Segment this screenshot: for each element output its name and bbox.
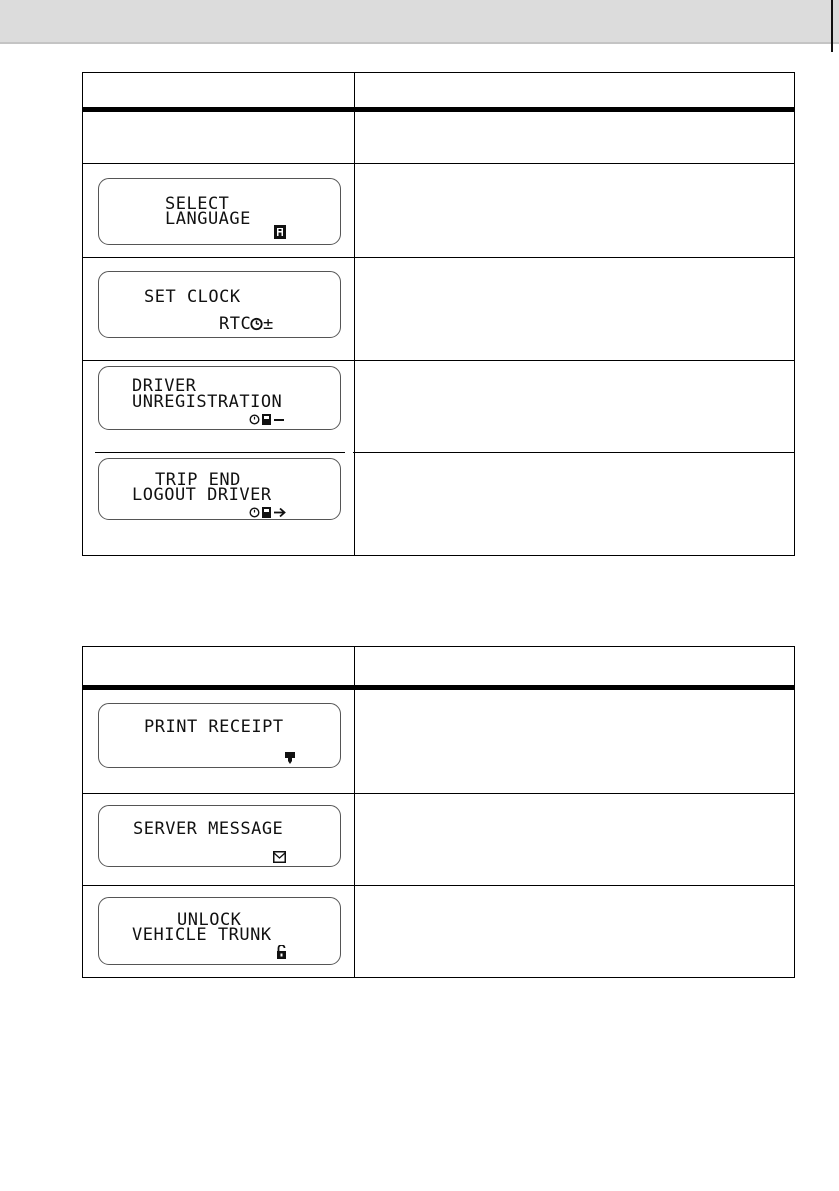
receipt-icon xyxy=(285,749,295,768)
clock-icon xyxy=(250,316,263,335)
envelope-icon xyxy=(273,848,286,867)
lcd-line-1: TRIP END xyxy=(155,470,241,490)
crop-mark xyxy=(831,0,833,52)
driver-logout-icon xyxy=(249,504,289,523)
lcd-line-1: SELECT xyxy=(165,194,230,214)
lcd-line-1: UNLOCK xyxy=(177,910,242,930)
row-divider-gap xyxy=(345,452,353,454)
row-divider xyxy=(83,452,794,453)
menu-table-1 xyxy=(82,72,795,556)
lcd-line-2: LOGOUT DRIVER xyxy=(132,485,272,505)
lcd-line-2: LANGUAGE xyxy=(165,209,251,229)
column-divider xyxy=(354,647,355,977)
row-divider xyxy=(83,885,794,886)
lcd-display-print-receipt xyxy=(98,703,341,768)
row-divider xyxy=(83,793,794,794)
plus-minus-symbol: ± xyxy=(263,314,274,334)
lcd-display-driver-unregistration xyxy=(98,366,341,430)
row-divider xyxy=(83,163,794,164)
rtc-label: RTC xyxy=(219,314,252,334)
row-divider xyxy=(83,360,794,361)
lcd-display-trip-end xyxy=(98,458,341,520)
lcd-line-1: PRINT RECEIPT xyxy=(144,717,284,737)
lcd-line-1: SERVER MESSAGE xyxy=(133,819,284,839)
row-divider-gap xyxy=(83,452,95,454)
lcd-line-2: UNREGISTRATION xyxy=(132,392,283,412)
lcd-line-2: VEHICLE TRUNK xyxy=(132,925,272,945)
page-header-band xyxy=(0,0,839,44)
padlock-icon xyxy=(276,944,287,963)
row-divider xyxy=(83,257,794,258)
lcd-line-1: SET CLOCK xyxy=(144,287,241,307)
header-rule xyxy=(83,685,794,690)
driver-remove-icon xyxy=(249,411,287,430)
menu-table-2 xyxy=(82,646,795,978)
lcd-display-unlock-trunk xyxy=(98,897,341,965)
lcd-display-set-clock xyxy=(98,271,341,338)
lcd-display-server-message xyxy=(98,805,341,867)
lcd-line-1: DRIVER xyxy=(132,376,197,396)
lcd-display-select-language xyxy=(98,178,341,245)
column-divider xyxy=(354,73,355,555)
header-rule xyxy=(83,107,794,112)
language-icon xyxy=(274,224,286,243)
